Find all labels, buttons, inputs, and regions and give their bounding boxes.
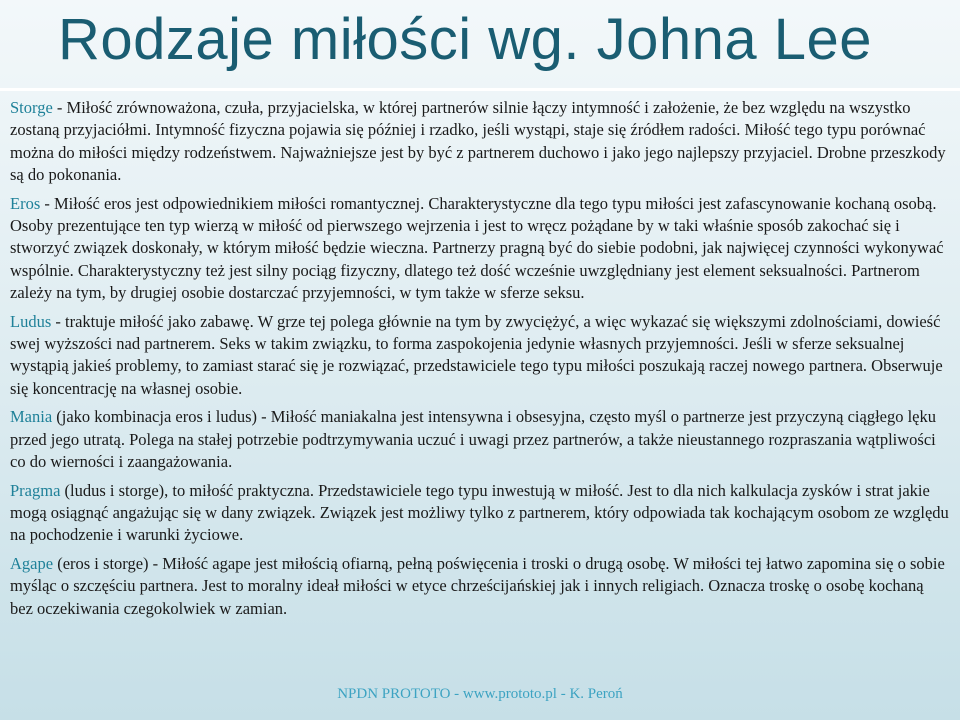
slide-content [10, 97, 950, 626]
paragraph-agape [10, 553, 950, 620]
slide-title: Rodzaje miłości wg. Johna Lee [58, 7, 873, 72]
title-divider [0, 88, 960, 91]
term-pragma: Pragma [10, 480, 61, 500]
paragraph-text: (eros i storge) - Miłość agape jest miłością ofiarną, pełną poświęcenia i troski o drugą osobę. W miłości tej łatwo zapomina się o sobie myśląc o szczęściu partnera. Jest to moralny ideał miłości w etyce chrześcijańskiej jak i innych religiach. Oznacza troskę o osobę kochaną bez oczekiwania czegokolwiek w zamian. [10, 553, 945, 618]
paragraph-text: (ludus i storge), to miłość praktyczna. Przedstawiciele tego typu inwestują w miłość. Jest to dla nich kalkulacja zysków i strat jakie mogą osiągnąć angażując się w dany związek. Związek jest możliwy tylko z partnerem, który odpowiada tak kochającym osobom ze względu na pochodzenie i warunki życiowe. [10, 480, 949, 545]
term-mania: Mania [10, 407, 53, 427]
term-agape: Agape [10, 553, 54, 573]
paragraph-text: - traktuje miłość jako zabawę. W grze tej polega głównie na tym by zwyciężyć, a więc wykazać się większymi zdolnościami, dowieść swej wyższości nad partnerem. Seks w takim związku, to forma zaspokojenia jedynie własnych przyjemności. Jeśli w sferze seksualnej wystąpią jakieś problemy, to zamiast starać się je rozwiązać, przedstawiciele tego typu miłości poszukają raczej nowego partnera. Obserwuje się koncentrację na własnej osobie. [10, 311, 943, 398]
paragraph-mania [10, 406, 950, 473]
term-ludus: Ludus [10, 311, 52, 331]
paragraph-storge [10, 97, 950, 187]
paragraph-text: - Miłość zrównoważona, czuła, przyjacielska, w której partnerów silnie łączy intymność i założenie, że bez względu na wszystko zostaną przyjaciółmi. Intymność fizyczna pojawia się później i rzadko, jeśli wystąpi, staje się źródłem radości. Miłość tego typu porównać można do miłości między rodzeństwem. Najważniejsze jest by być z partnerem duchowo i jako jego najlepszy przyjaciel. Drobne przeszkody są do pokonania. [10, 98, 946, 185]
term-eros: Eros [10, 193, 41, 213]
term-storge: Storge [10, 98, 53, 117]
paragraph-text: - Miłość eros jest odpowiednikiem miłości romantycznej. Charakterystyczne dla tego typu miłości jest zafascynowanie kochaną osobą. Osoby prezentujące ten typ wierzą w miłość od pierwszego wejrzenia i jest to wręcz pożądane by w taki właśnie sposób zakochać się i stworzyć związek doskonały, w którym miłość będzie wieczna. Partnerzy pragną być do siebie podobni, jak najwięcej czynności wykonywać wspólnie. Charakterystyczny też jest silny pociąg fizyczny, dlatego też dość wcześnie uwzględniany jest element seksualności. Partnerom zależy na tym, by drugiej osobie dostarczać przyjemności, w tym także w sferze seksu. [10, 193, 944, 303]
paragraph-eros [10, 193, 950, 305]
paragraph-text: (jako kombinacja eros i ludus) - Miłość maniakalna jest intensywna i obsesyjna, często myśl o partnerze jest przyczyną ciągłego lęku przed jego utratą. Polega na stałej potrzebie podtrzymywania uczuć i uwagi przez partnerów, a także nieustannego rozpraszania wątpliwości co do wierności i zaangażowania. [10, 407, 937, 472]
paragraph-pragma [10, 480, 950, 547]
footer-credit: NPDN PROTOTO - www.prototo.pl - K. Peroń [337, 686, 623, 702]
paragraph-ludus [10, 311, 950, 401]
